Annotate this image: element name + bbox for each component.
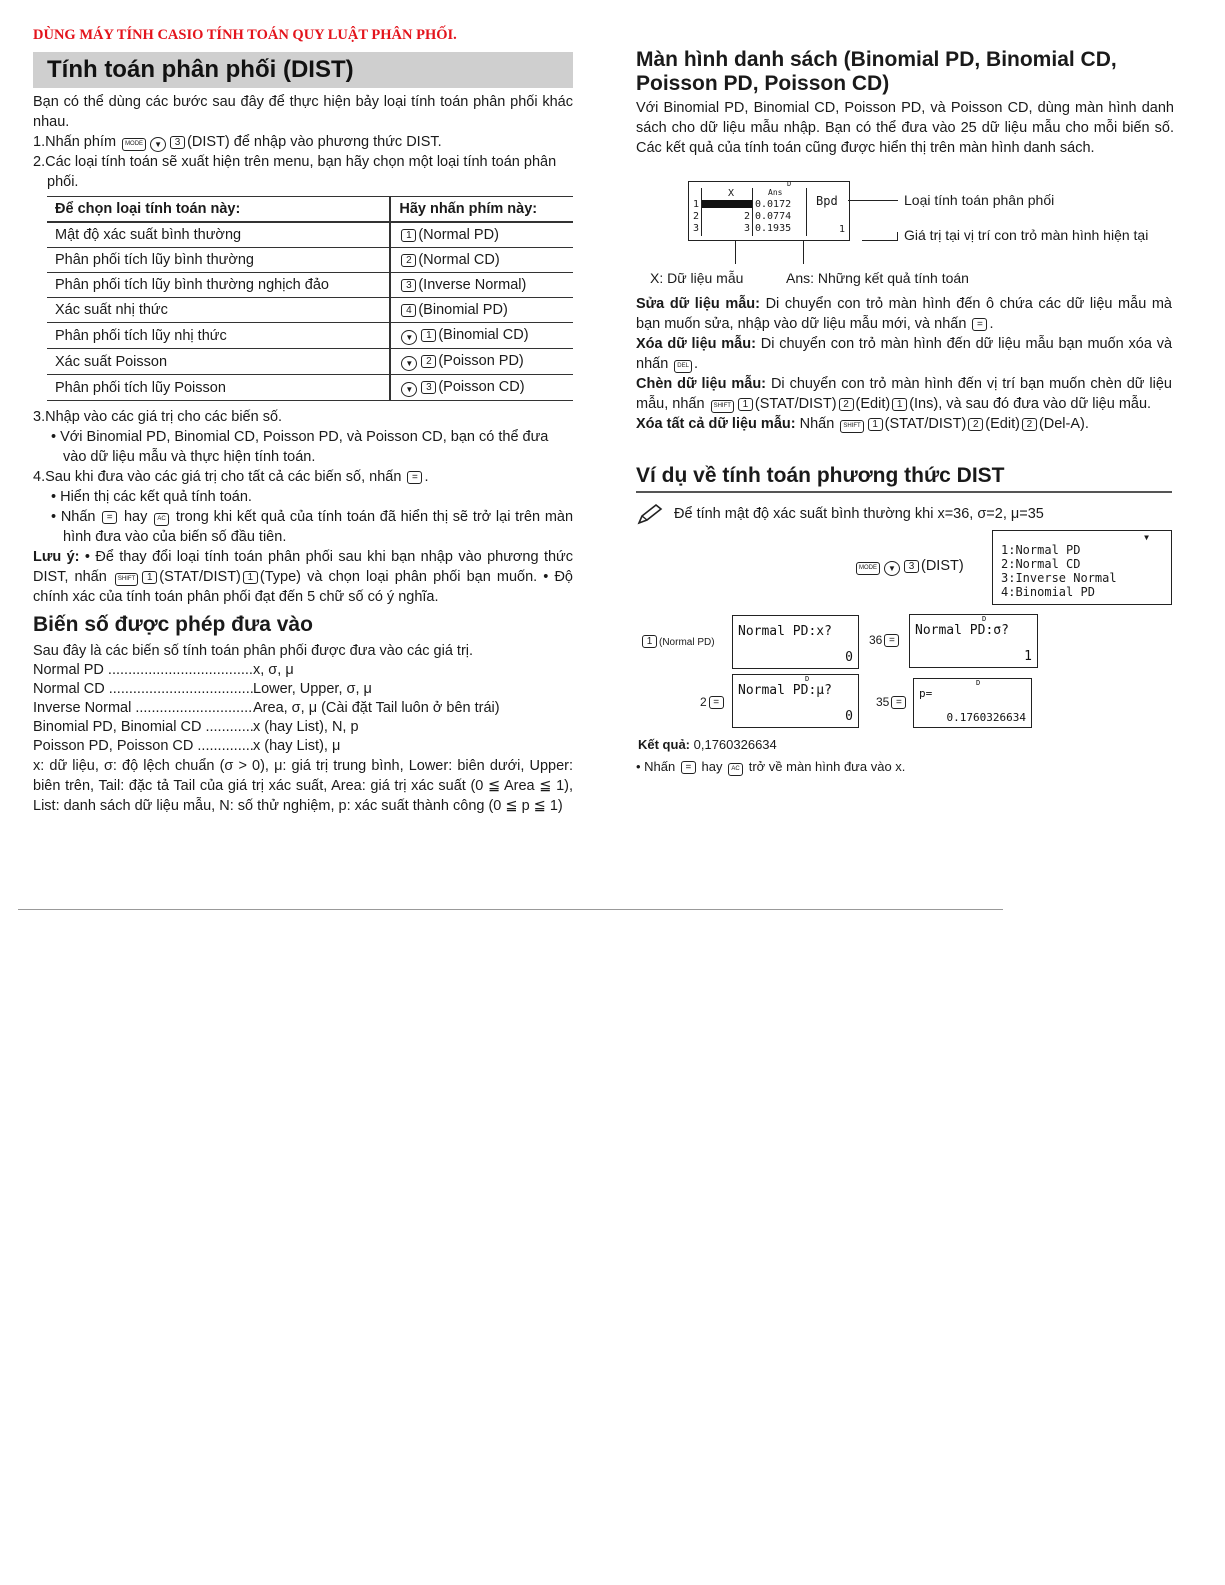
distribution-name: Xác suất nhị thức (47, 298, 390, 323)
example-heading: Ví dụ về tính toán phương thức DIST (636, 464, 1005, 487)
variable-values: Area, σ, μ (Cài đặt Tail luôn ở bên trái) (253, 700, 500, 716)
bullet-b-post: trong khi kết quả của tính toán đã hiển thị sẽ trở lại trên màn hình đưa vào của biến số đầu tiên. (63, 509, 574, 545)
variable-values: Lower, Upper, σ, μ (253, 681, 372, 697)
right-column (636, 44, 1174, 158)
callout-cursor: Giá trị tại vị trí con trỏ màn hình hiện tại (904, 227, 1149, 243)
screen-list-row (693, 223, 806, 235)
distribution-key (390, 222, 573, 248)
delete-all-sample (636, 414, 1172, 434)
key-1-icon: 1 (738, 398, 753, 411)
screen-3-key (700, 695, 726, 709)
distribution-name: Phân phối tích lũy Poisson (47, 375, 390, 401)
variable-values: x (hay List), N, p (253, 719, 359, 735)
equals-key-icon: = (407, 471, 422, 484)
step-3-bullet-text: Với Binomial PD, Binomial CD, Poisson PD, và Poisson CD, bạn có thể đưa vào dữ liệu mẫu và thực hiện tính toán. (60, 429, 549, 465)
key-3-icon: 3 (170, 136, 185, 149)
lcd-screen-4 (913, 678, 1032, 728)
delete-all-text-2: (STAT/DIST) (884, 416, 967, 432)
mode-label: Bpd (816, 194, 838, 208)
example-divider (636, 491, 1172, 493)
table-row (47, 298, 573, 323)
menu-keys-label: (DIST) (921, 558, 964, 574)
menu-item: 3:Inverse Normal (1001, 571, 1117, 585)
menu-screen (992, 530, 1172, 605)
key-2-icon: 2 (1022, 418, 1037, 431)
insert-text-3: (Edit) (855, 396, 891, 412)
key-1-icon: 1 (642, 635, 657, 648)
distribution-key-label: (Poisson PD) (438, 353, 524, 369)
final-note-pre: • Nhấn (636, 759, 676, 774)
equals-key-icon: = (709, 696, 724, 709)
key-3-icon: 3 (904, 560, 919, 573)
mode-key-icon: MODE (122, 138, 146, 151)
variable-row (33, 699, 573, 718)
menu-item: 2:Normal CD (1001, 557, 1081, 571)
shift-key-icon: SHIFT (840, 420, 863, 433)
screen-1-key-label: (Normal PD) (659, 637, 715, 648)
lcd-1-line1: Normal PD:x? (738, 624, 832, 639)
key-1-icon: 1 (892, 398, 907, 411)
column-ans-header: Ans (768, 188, 783, 197)
insert-text-1: Di chuyển con trỏ màn hình đến vị trí bạn muốn chèn dữ liệu mẫu, nhấn (636, 376, 1172, 412)
screen-row-index: 2 (693, 211, 700, 222)
distribution-key (390, 298, 573, 323)
table-row (47, 375, 573, 401)
screen-2-key (869, 633, 901, 647)
screen-row-index: 3 (693, 223, 700, 234)
lcd-4-line1: p= (919, 687, 933, 700)
result-value: 0,1760326634 (693, 737, 777, 752)
screen-indicator: D (787, 180, 792, 188)
menu-item: 4:Binomial PD (1001, 585, 1095, 599)
distribution-key-label: (Poisson CD) (438, 379, 525, 395)
distribution-key (390, 349, 573, 375)
lcd-2-indicator: D (982, 615, 987, 623)
step-4-number: 4. (33, 469, 46, 485)
list-screen-figure (688, 181, 850, 241)
lcd-2-line1: Normal PD:σ? (915, 623, 1009, 638)
label-x-line (735, 240, 736, 264)
shift-key-icon: SHIFT (115, 573, 138, 586)
screen-1-key (640, 635, 715, 648)
menu-item: 1:Normal PD (1001, 543, 1081, 557)
label-ans: Ans: Những kết quả tính toán (786, 270, 969, 286)
variable-mode-name: Inverse Normal ..... (33, 699, 253, 718)
edit-text: Di chuyển con trỏ màn hình đến ô chứa các dữ liệu mẫu mà bạn muốn sửa, nhập vào dữ liệu mẫu mới, và nhấn (636, 296, 1172, 332)
distribution-name: Phân phối tích lũy bình thường nghịch đảo (47, 273, 390, 298)
down-arrow-key-icon: ▼ (884, 561, 900, 576)
note-text-3: (Type) và chọn loại phân phối bạn muốn. • Độ chính xác của tính toán phân phối đạt đến 5 chữ số có ý nghĩa. (33, 569, 573, 605)
result-line (638, 737, 777, 752)
final-note-mid: hay (701, 759, 723, 774)
note-text-1: • Để thay đổi loại tính toán phân phối sau khi bạn nhập vào phương thức DIST, nhấn (33, 549, 573, 585)
key-1-icon: 1 (243, 571, 258, 584)
distribution-key-label: (Binomial PD) (418, 302, 508, 318)
bullet-b-pre: Nhấn (60, 509, 96, 525)
section-banner: Tính toán phân phối (DIST) (33, 52, 573, 88)
page-bottom-divider (18, 909, 1003, 910)
screen-4-key-pre: 35 (876, 695, 890, 709)
screen-3-key-pre: 2 (700, 695, 707, 709)
final-note (636, 759, 905, 776)
variable-mode-name: Poisson PD, Poisson CD ..... (33, 737, 253, 756)
list-screen-heading: Màn hình danh sách (Binomial PD, Binomial CD, Poisson PD, Poisson CD) (636, 48, 1117, 95)
step-3 (33, 407, 573, 427)
callout-line-cursor (862, 240, 898, 241)
table-header-key: Hãy nhấn phím này: (390, 197, 573, 223)
lcd-1-line2: 0 (845, 650, 853, 665)
delete-text: Di chuyển con trỏ màn hình đến dữ liệu mẫu bạn muốn xóa và nhấn (636, 336, 1173, 372)
example-task-text: Để tính mật độ xác suất bình thường khi x=36, σ=2, μ=35 (674, 506, 1044, 522)
screen-list-row (693, 211, 806, 223)
step-3-number: 3. (33, 409, 46, 425)
step-1 (33, 132, 573, 152)
insert-text-2: (STAT/DIST) (754, 396, 837, 412)
step-4-bullet-a-text: Hiển thị các kết quả tính toán. (60, 489, 252, 505)
screen-4-key (876, 695, 908, 709)
edit-sample: Sửa dữ liệu mẫu: Di chuyển con trỏ màn hình đến ô chứa các dữ liệu mẫu mà bạn muốn sửa, nhập vào dữ liệu mẫu mới, và nhấn = . (636, 296, 1172, 332)
variable-row (33, 661, 573, 680)
down-arrow-key-icon: ▼ (150, 137, 166, 152)
step-2-number: 2. (33, 154, 46, 170)
lcd-3-line1: Normal PD:μ? (738, 683, 832, 698)
distribution-key (390, 248, 573, 273)
screen-row-x: 2 (744, 211, 751, 222)
callout-line-cursor-v (897, 232, 898, 240)
insert-sample (636, 374, 1172, 414)
number-key-icon: 1 (421, 329, 436, 342)
left-column (33, 52, 573, 816)
ac-key-icon: AC (728, 763, 743, 776)
distribution-table (47, 196, 573, 401)
result-label: Kết quả: (638, 737, 690, 752)
ac-key-icon: AC (154, 513, 169, 526)
menu-lines (1001, 543, 1117, 599)
bullet-b-mid: hay (123, 509, 148, 525)
lcd-4-line2: 0.1760326634 (946, 711, 1026, 724)
variable-row (33, 680, 573, 699)
intro-paragraph: Bạn có thể dùng các bước sau đây để thực hiện bảy loại tính toán phân phối khác nhau. (33, 94, 573, 130)
number-key-icon: 2 (421, 355, 436, 368)
mode-key-icon: MODE (856, 562, 880, 575)
vars-intro: Sau đây là các biến số tính toán phân phối được đưa vào các giá trị. (33, 643, 474, 659)
variable-row (33, 737, 573, 756)
vars-list (33, 661, 573, 756)
insert-text-4: (Ins), và sau đó đưa vào dữ liệu mẫu. (909, 396, 1152, 412)
step-3-bullet: • Với Binomial PD, Binomial CD, Poisson PD, và Poisson CD, bạn có thể đưa vào dữ liệu mẫu và thực hiện tính toán. (51, 429, 549, 465)
variable-mode-name: Binomial PD, Binomial CD ..... (33, 718, 253, 737)
key-1-icon: 1 (868, 418, 883, 431)
lcd-4-indicator: D (976, 679, 981, 687)
down-arrow-key-icon: ▼ (401, 382, 417, 397)
column-x-header: X (728, 188, 735, 199)
edit-instructions (636, 294, 1172, 434)
equals-key-icon: = (972, 318, 987, 331)
step-3-text: Nhập vào các giá trị cho các biến số. (45, 409, 283, 425)
label-x: X: Dữ liệu mẫu (650, 270, 744, 286)
menu-arrow-icon: ▼ (1144, 533, 1149, 542)
variable-values: x, σ, μ (253, 662, 294, 678)
variable-row (33, 718, 573, 737)
number-key-icon: 4 (401, 304, 416, 317)
step-1-post: (DIST) để nhập vào phương thức DIST. (187, 134, 442, 150)
screen-row-ans: 0.0774 (755, 211, 792, 222)
list-screen-intro: Với Binomial PD, Binomial CD, Poisson PD, và Poisson CD, dùng màn hình danh sách cho dữ liệu mẫu nhập. Bạn có thể đưa vào 25 dữ liệu mẫu cho mỗi biến số. Các kết quả của tính toán cũng được hiển thị trên màn hình danh sách. (636, 100, 1174, 156)
callout-line-type (848, 200, 898, 201)
distribution-key-label: (Normal CD) (418, 252, 500, 268)
distribution-name: Xác suất Poisson (47, 349, 390, 375)
shift-key-icon: SHIFT (711, 400, 734, 413)
vars-description: x: dữ liệu, σ: độ lệch chuẩn (σ > 0), μ: giá trị trung bình, Lower: biên dưới, Upper: biên trên, Tail: đặc tả Tail của giá trị xác suất, Area: giá trị xác suất (0 ≦ Area ≦ 1), List: danh sách dữ liệu mẫu, N: số thử nghiệm, p: xác suất thành công (0 ≦ p ≦ 1) (33, 758, 573, 814)
number-key-icon: 3 (421, 381, 436, 394)
distribution-key (390, 323, 573, 349)
step-4-bullet-b: • Nhấn = hay AC trong khi kết quả của tính toán đã hiển thị sẽ trở lại trên màn hình đưa vào của biến số đầu tiên. (51, 509, 574, 545)
key-2-icon: 2 (839, 398, 854, 411)
lcd-2-line2: 1 (1024, 649, 1032, 664)
table-row (47, 323, 573, 349)
distribution-key (390, 375, 573, 401)
down-arrow-key-icon: ▼ (401, 356, 417, 371)
lcd-3-line2: 0 (845, 709, 853, 724)
label-ans-line (803, 240, 804, 264)
lcd-screen-2 (909, 614, 1038, 668)
vars-heading: Biến số được phép đưa vào (33, 613, 313, 636)
step-4: 4.Sau khi đưa vào các giá trị cho tất cả các biến số, nhấn = . (33, 469, 429, 485)
note-label: Lưu ý: (33, 549, 80, 565)
step-4-text: Sau khi đưa vào các giá trị cho tất cả các biến số, nhấn (45, 469, 402, 485)
table-header-type: Để chọn loại tính toán này: (47, 197, 390, 223)
screen-row-x: 3 (744, 223, 751, 234)
number-key-icon: 2 (401, 254, 416, 267)
insert-label: Chèn dữ liệu mẫu: (636, 376, 767, 392)
screen-rows (693, 199, 806, 235)
table-row (47, 273, 573, 298)
screen-row-ans: 0.1935 (755, 223, 792, 234)
equals-key-icon: = (884, 634, 899, 647)
distribution-name: Phân phối tích lũy nhị thức (47, 323, 390, 349)
key-2-icon: 2 (968, 418, 983, 431)
cursor-value: 1 (839, 224, 846, 235)
equals-key-icon: = (681, 761, 696, 774)
step-1-number: 1. (33, 134, 46, 150)
variable-mode-name: Normal PD ..... (33, 661, 253, 680)
step-1-pre: Nhấn phím (45, 134, 117, 150)
lcd-screen-3 (732, 674, 859, 728)
pencil-icon (636, 503, 664, 525)
screen-list-row (693, 199, 806, 211)
lcd-screen-1 (732, 615, 859, 669)
equals-key-icon: = (102, 511, 117, 524)
distribution-name: Phân phối tích lũy bình thường (47, 248, 390, 273)
distribution-key-label: (Binomial CD) (438, 327, 529, 343)
screen-2-key-pre: 36 (869, 633, 883, 647)
key-1-icon: 1 (142, 571, 157, 584)
lcd-3-indicator: D (805, 675, 810, 683)
equals-key-icon: = (891, 696, 906, 709)
menu-keys (854, 558, 964, 576)
document-title: DÙNG MÁY TÍNH CASIO TÍNH TOÁN QUY LUẬT PHÂN PHỐI. (33, 27, 457, 43)
step-2-text: Các loại tính toán sẽ xuất hiện trên menu, bạn hãy chọn một loại tính toán phân phối. (45, 154, 557, 190)
note-paragraph (33, 547, 573, 607)
example-task (636, 503, 1044, 525)
table-row (47, 248, 573, 273)
delete-all-text-4: (Del-A). (1038, 416, 1089, 432)
delete-all-label: Xóa tất cả dữ liệu mẫu: (636, 416, 796, 432)
step-4-bullet-a: • Hiển thị các kết quả tính toán. (51, 489, 252, 505)
down-arrow-key-icon: ▼ (401, 330, 417, 345)
screen-table (693, 188, 807, 236)
delete-all-text-3: (Edit) (985, 416, 1020, 432)
distribution-key-label: (Normal PD) (418, 227, 499, 243)
distribution-key (390, 273, 573, 298)
table-row (47, 222, 573, 248)
number-key-icon: 1 (401, 229, 416, 242)
final-note-post: trở về màn hình đưa vào x. (748, 759, 906, 774)
note-text-2: (STAT/DIST) (159, 569, 241, 585)
edit-label: Sửa dữ liệu mẫu: (636, 296, 760, 312)
variable-values: x (hay List), μ (253, 738, 341, 754)
callout-type: Loại tính toán phân phối (904, 192, 1055, 208)
delete-all-text-1: Nhấn (799, 416, 835, 432)
number-key-icon: 3 (401, 279, 416, 292)
table-row (47, 349, 573, 375)
distribution-name: Mật độ xác suất bình thường (47, 222, 390, 248)
screen-row-ans: 0.0172 (755, 199, 792, 210)
delete-sample: Xóa dữ liệu mẫu: Di chuyển con trỏ màn hình đến dữ liệu mẫu bạn muốn xóa và nhấn DEL . (636, 336, 1173, 372)
step-2 (33, 152, 573, 192)
delete-label: Xóa dữ liệu mẫu: (636, 336, 756, 352)
distribution-key-label: (Inverse Normal) (418, 277, 527, 293)
screen-row-index: 1 (693, 199, 700, 210)
del-key-icon: DEL (674, 360, 692, 373)
variable-mode-name: Normal CD ..... (33, 680, 253, 699)
